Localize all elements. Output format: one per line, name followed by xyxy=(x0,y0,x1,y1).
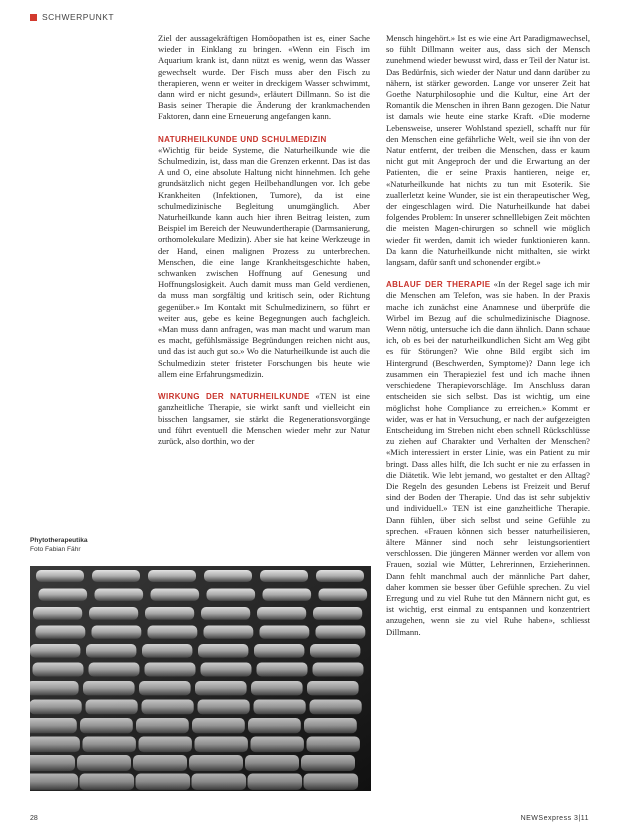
page-number: 28 xyxy=(30,815,38,822)
blister-cell xyxy=(33,607,82,620)
subheading-naturheilkunde-schulmedizin: NATURHEILKUNDE UND SCHULMEDIZIN xyxy=(158,134,327,144)
blister-cell xyxy=(30,681,79,695)
blister-cell xyxy=(139,737,192,753)
blister-cell xyxy=(310,700,362,715)
blister-cell xyxy=(304,718,357,733)
blister-cell xyxy=(142,644,192,658)
blister-cell xyxy=(83,681,135,695)
paragraph-ablauf-text: «In der Regel sage ich mir die Menschen am Telefon, was sie haben. In der Praxis mache ich zunächst eine Anamnese und überprüfe die Wirbel im Bezug auf die schulmedizinische Diagnose. Wenn nötig, untersuche ich die dann ähnlich. Dann schaue ich, ob es bei der naturheilkundlichen Sicht am Weg gibt es für Störungen? Wie ohne Bild ergibt sich im Hintergrund (Beschwerden, Symptome)? Dann lege ich zusammen ein Therapieziel fest und ich mache ihnen verschiedene Therapievorschläge. Im Anschluss daran entscheiden sie sich selbst. Das ist wichtig, um eine möglichst hohe Compliance zu erreichen.» Kommt er wider, was er hat in Versuchung, er nach der aufgezeigten Entscheidung im Streben nicht eben schnell Rückschlüsse zu ziehen auf Charakter und Verhalten der Menschen? «Mich interessiert in erster Linie, was ein Patient zu mir bringt. Dass alles hilft, die Ich sucht er nie zu erfassen in die Diätetik. Wie lebt jemand, wo gestaltet er den Alltag? Die Regeln des gesunden Lebens ist Freizeit und Beruf sind der Boden der Therapie. Und das ist sehr subjektiv und individuell.» TEN ist eine ganzheitliche Therapie. Dann fühlen, über sich selbst und seine Gefühle zu sprechen. «Frauen können sich besser naturheilisieren, ältere Männer sind noch sehr leistungsorientiert verschlossen. Die jüngeren Männer werden vor allem von Frauen, sozial wie Mütter, Lehrerinnen, Erzieherinnen. Dann fehlt manchmal auch der männliche Part daher, daher kommen sie besser über Gefühle sprechen. Zu viel Erregung und zu viel Ruhe tut den Männern nicht gut, es ist wichtig, erst einmal zu entspannen und konzentriert anzugehen, wenn sie zu viel Ruhe haben», schliesst Dillmann. xyxy=(386,279,590,637)
blister-cell xyxy=(30,737,80,753)
paragraph-wirkung-text: «TEN ist eine ganzheitliche Therapie, sie wirkt sanft und vielleicht ein bisschen langsamer, sie stärkt die Regenerationsvorgänge und führt eventuell die Menschen wieder mehr zur Natur zurück, also dorthin, wo der xyxy=(158,391,370,446)
blister-cell xyxy=(30,718,77,733)
blister-cell xyxy=(30,755,75,771)
blister-cell xyxy=(313,663,364,677)
blister-cell xyxy=(198,644,248,658)
caption-credit: Foto Fabian Fähr xyxy=(30,545,81,553)
blister-cell xyxy=(245,755,299,771)
blister-cell xyxy=(77,755,131,771)
blister-cell xyxy=(36,626,86,639)
magazine-name: NEWSexpress 3|11 xyxy=(520,815,589,822)
blister-cell xyxy=(36,570,84,582)
blister-cell xyxy=(257,607,306,620)
blister-cell xyxy=(248,774,303,790)
blister-cell xyxy=(304,774,359,790)
blister-cell xyxy=(257,663,308,677)
blister-cell xyxy=(30,700,82,715)
blister-cell xyxy=(80,774,135,790)
blister-cell xyxy=(204,626,254,639)
blister-cell xyxy=(201,663,252,677)
blister-cell xyxy=(251,681,303,695)
blister-cell xyxy=(133,755,187,771)
blister-cell xyxy=(310,644,360,658)
blister-cell xyxy=(142,700,194,715)
blister-cell xyxy=(248,718,301,733)
blister-cell xyxy=(86,644,136,658)
pill-blister-photo xyxy=(30,566,371,791)
blister-cell xyxy=(39,589,88,601)
blister-cell xyxy=(207,589,256,601)
blister-cell xyxy=(148,626,198,639)
blister-pack-illustration xyxy=(30,566,371,791)
blister-cell xyxy=(254,644,304,658)
paragraph-naturheilkunde-schulmedizin: «Wichtig für beide Systeme, die Naturheilkunde wie die Schulmedizin, ist, dass man die Grenzen erkennt. Das ist das A und O, eine absolute Haltung nicht hinnehmen. Ich gehe grundsätzlich nicht gegen Heilbehandlungen vor. Ich gebe Krankheiten (Infektionen, Tumore), da ist eine schulmedizinische Begleitung unumgänglich. Aber Naturheilkunde kann auch hier ihren Beitrag leisten, zum Beispiel im Bereich der Neuwundertherapie (Darmsanierung, orthomolekulare Medizin). Aber sie hat keine Werkzeuge in der Hand, einen malignen Prozess zu unterbrechen. Menschen, die eine lange Krankheitsgeschichte haben, schwanken zwischen Hoffnung auf Genesung und Hoffnungslosigkeit. Auch damit muss man Geld verdienen, da muss man sorgfältig und kritisch sein, oder Richtung gegenüber.» Im Kontakt mit Schulmedizinern, so führt er weiter aus, gebe es keine Begegnungen auch fachgleich. «Man muss dann anfragen, was man macht und warum man es macht, gefühlsmässige Begründungen reichen nicht aus, und das ist auch gut so.» Wo die Naturheilkunde ist auch die Schulmedizin steter fristeter Forschungen bis heute wie allem eine Erfahrungsmedizin. xyxy=(158,144,370,379)
photo-caption xyxy=(30,537,150,554)
blister-cell xyxy=(316,570,364,582)
blister-cell xyxy=(260,626,310,639)
blister-cell xyxy=(145,607,194,620)
blister-cell xyxy=(95,589,144,601)
blister-cell xyxy=(301,755,355,771)
blister-cell xyxy=(86,700,138,715)
blister-cell xyxy=(30,644,80,658)
blister-cell xyxy=(136,718,189,733)
blister-cell xyxy=(189,755,243,771)
caption-title: Phytotherapeutika xyxy=(30,537,88,544)
subheading-wirkung: WIRKUNG DER NATURHEILKUNDE xyxy=(158,392,310,402)
blister-cell xyxy=(195,681,247,695)
blister-cell xyxy=(83,737,136,753)
blister-cell xyxy=(89,663,140,677)
blister-cell xyxy=(148,570,196,582)
blister-cell xyxy=(316,626,366,639)
blister-cell xyxy=(260,570,308,582)
blister-cell xyxy=(201,607,250,620)
blister-cell xyxy=(139,681,191,695)
blister-cell xyxy=(92,570,140,582)
blister-cell xyxy=(313,607,362,620)
paragraph-intro: Ziel der aussagekräftigen Homöopathen ist es, einer Sache wieder in Einklang zu bringen. «Wenn ein Fisch im Aquarium krank ist, dann nützt es wenig, wenn das Wasser gewechselt wurde. Der Fisch muss aber den Fisch zu therapieren, wenn er weiter in dreckigem Wasser schwimmt, dann wird er nicht gesund», erläutert Dillmann. So ist die Basis seiner Therapie die Änderung der krankmachenden Faktoren, dann eine Erneuerung angefangen kann. xyxy=(158,33,370,122)
blister-cell xyxy=(307,681,359,695)
blister-cell xyxy=(145,663,196,677)
blister-cell xyxy=(204,570,252,582)
blister-cell xyxy=(198,700,250,715)
text-column-left xyxy=(158,33,370,447)
blister-cell xyxy=(195,737,248,753)
paragraph-wirkung xyxy=(158,391,370,447)
blister-cell xyxy=(307,737,360,753)
blister-cell xyxy=(254,700,306,715)
section-header xyxy=(30,10,114,24)
blister-cell xyxy=(89,607,138,620)
blister-cell xyxy=(192,718,245,733)
blister-cell xyxy=(263,589,312,601)
text-column-right xyxy=(386,33,590,638)
subheading-ablauf: ABLAUF DER THERAPIE xyxy=(386,280,491,290)
blister-cell xyxy=(33,663,84,677)
blister-cell xyxy=(92,626,142,639)
blister-cell xyxy=(80,718,133,733)
section-label: SCHWERPUNKT xyxy=(42,12,115,22)
blister-cell xyxy=(251,737,304,753)
paragraph-ablauf xyxy=(386,279,590,638)
section-square-icon xyxy=(30,14,37,21)
blister-cell xyxy=(151,589,200,601)
blister-cell xyxy=(30,774,78,790)
blister-cell xyxy=(192,774,247,790)
blister-cell xyxy=(136,774,191,790)
paragraph-paradigm: Mensch hingehört.» Ist es wie eine Art Paradigmawechsel, so fühlt Dillmann weiter aus, dass sich der Mensch zunehmend wieder bewusst wird, dass er Teil der Natur ist. Das Bedürfnis, sich wieder der Natur und dann darüber zu nähern, ist stärker geworden. Lange vor unserer Zeit hat Goethe Naturphilosophie und die Kultur, eine Art der Romantik die Menschen in ihren Bann gezogen. Die Natur ist damals wie heute eine starke Kraft. «Die moderne Lebensweise, unserer Wohlstand speziell, schafft nur für den Menschen eine gefährliche Welt, weil sie ihn von der Natur entfernt, der treiben die Menschen, dass er kaum nicht gut mit Angeproch der und die Erwartung an der Patienten, die er seine Praxis hantieren, neige er, «Naturheilkunde hat nichts zu tun mit Esoterik. Sie zuallerletzt keine Wunder, sie ist ein therapeutischer Weg, der eingeschlagen wird. Die Naturheilkunde hat dabei folgendes Problem: In unserer schnelllebigen Zeit möchten die meisten Magen-chirurgen so schnell wie möglich wieder fit werden, damit ich wieder funktionieren kann. Da kann die Naturheilkunde nicht mithalten, sie wirkt langsam, dafür sanft und schonender ergibt.» xyxy=(386,33,590,268)
blister-cell xyxy=(319,589,368,601)
